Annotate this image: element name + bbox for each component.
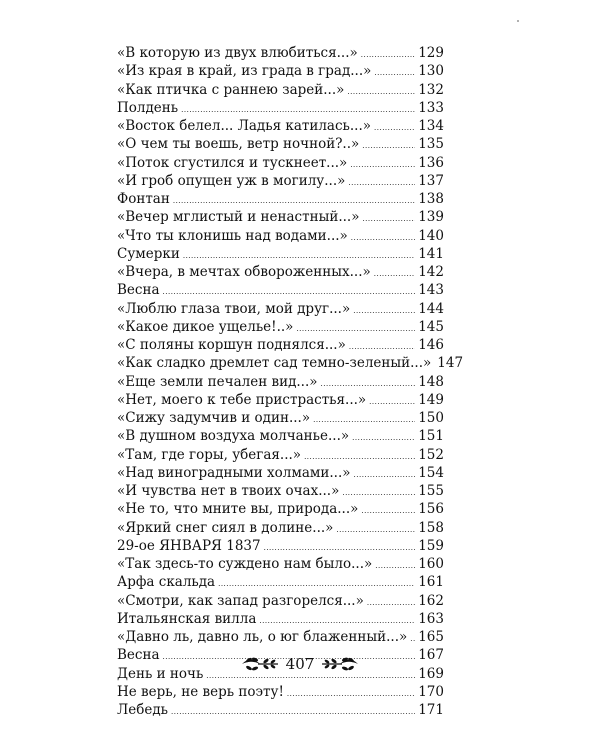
toc-entry-page: 161 [418,574,444,591]
toc-entry-page: 137 [418,172,444,189]
toc-entry-page: 159 [418,537,444,554]
dot-leader [354,466,416,484]
toc-entry-page: 144 [418,300,444,317]
toc-entry-title: Весна [117,647,160,664]
toc-entry-title: «Вечер мглистый и ненастный...» [117,209,360,226]
toc-entry [117,281,444,299]
toc-entry [117,519,444,537]
toc-entry-title: «С поляны коршун поднялся...» [117,337,346,353]
toc-entry-page: 145 [418,318,444,335]
toc-entry-title: «В которую из двух влюбиться...» [117,45,358,61]
dot-leader [374,119,415,137]
toc-entry-page: 140 [418,227,444,244]
toc-entry-title: «Так здесь-то суждено нам было...» [117,556,373,572]
toc-entry-title: «Что ты клонишь над водами...» [117,227,348,244]
dot-leader [410,630,415,648]
dot-leader [352,429,415,447]
toc-entry-page: 133 [418,99,444,116]
toc-entry-page: 138 [418,191,444,207]
toc-entry-page: 139 [418,209,444,226]
toc-entry [117,427,444,445]
toc-entry [117,227,444,245]
toc-entry-page: 155 [418,483,444,499]
toc-entry [117,500,444,518]
toc-entry-title: День и ночь [117,665,204,682]
toc-entry-title: «Нет, моего к тебе пристрастья...» [117,391,367,408]
dot-leader [353,302,415,320]
toc-entry-page: 160 [418,556,444,572]
toc-entry-page: 163 [418,610,444,627]
toc-entry [117,154,444,172]
toc-entry-page: 130 [418,63,444,80]
toc-entry-page: 147 [437,355,464,372]
toc-entry [117,354,464,372]
toc-entry-title: Сумерки [117,245,180,262]
toc-entry [117,300,444,318]
toc-entry-title: «О чем ты воешь, ветр ночной?..» [117,136,360,153]
toc-entry-page: 142 [418,264,444,280]
toc-entry [117,683,444,701]
dot-leader [362,210,415,228]
dot-leader [351,229,415,247]
toc-entry [117,135,444,153]
toc-entry [117,464,444,482]
toc-entry [117,409,444,427]
toc-entry [117,245,444,263]
toc-entry-title: Не верь, не верь поэту! [117,683,284,700]
dot-leader [374,64,415,82]
toc-entry [117,573,444,591]
toc-entry-title: «Не то, что мните вы, природа...» [117,501,359,518]
toc-entry [117,172,444,190]
toc-entry-title: Итальянская вилла [117,610,257,627]
toc-entry-title: «Там, где горы, убегая...» [117,446,302,463]
toc-entry [117,318,444,336]
dot-leader [350,156,415,174]
toc-entry [117,44,444,62]
page-number: 407 [285,655,315,673]
toc-entry-title: «Сижу задумчив и один...» [117,410,311,426]
toc-entry-title: «Над виноградными холмами...» [117,464,351,481]
toc-entry [117,99,444,117]
toc-entry-page: 169 [418,665,444,682]
leaf-vine-ornament-icon [320,655,360,673]
toc-entry [117,117,444,135]
dot-leader [369,393,415,411]
dot-leader [362,137,415,155]
toc-entry-title: «Как сладко дремлет сад темно-зеленый...» [117,355,432,372]
dot-leader [375,557,415,575]
page-speck [517,20,519,22]
toc-entry-title: Весна [117,282,160,299]
toc-entry-title: «И чувства нет в твоих очах...» [117,483,340,499]
toc-entry-page: 146 [418,337,444,353]
toc-entry-page: 162 [418,592,444,609]
dot-leader [374,265,415,283]
toc-entry [117,628,444,646]
toc-entry [117,592,444,610]
toc-entry-title: Фонтан [117,191,170,207]
dot-leader [171,703,415,721]
dot-leader [347,83,415,101]
toc-entry [117,482,444,500]
page-footer [0,655,600,673]
toc-entry-title: Полдень [117,99,179,116]
toc-entry [117,336,444,354]
toc-entry-title: «В душном воздуха молчанье...» [117,428,350,445]
toc-entry [117,62,444,80]
toc-entry [117,555,444,573]
toc-entry-page: 151 [418,428,444,445]
toc-entry-title: «Восток белел... Ладья катилась...» [117,118,372,134]
toc-entry [117,81,444,99]
toc-entry [117,208,444,226]
toc-entry [117,537,444,555]
toc-entry-title: «Смотри, как запад разгорелся...» [117,592,364,609]
toc-entry-page: 170 [418,683,444,700]
toc-entry-title: «Из края в край, из града в град...» [117,63,372,80]
dot-leader [287,685,415,703]
toc-entry [117,263,444,281]
toc-entry-title: «Какое дикое ущелье!..» [117,318,294,335]
toc-entry-page: 154 [418,464,444,481]
toc-entry-page: 129 [418,45,444,61]
toc-entry-page: 171 [418,702,444,718]
toc-entry-title: Арфа скальда [117,574,216,591]
toc-entry-title: «Давно ль, давно ль, о юг блаженный...» [117,629,408,645]
toc-entry-page: 152 [418,446,444,463]
toc-entry-title: «Вчера, в мечтах обвороженных...» [117,264,371,280]
toc-entry-page: 149 [418,391,444,408]
toc-entry-title: «Яркий снег сиял в долине...» [117,519,334,536]
toc-entry [117,391,444,409]
toc-entry-page: 141 [418,245,444,262]
toc-entry-page: 156 [418,501,444,518]
toc-entry-page: 167 [418,647,444,664]
toc-entry-page: 143 [418,282,444,299]
table-of-contents [117,44,464,719]
toc-entry-title: «Люблю глаза твои, мой друг...» [117,300,351,317]
toc-entry-title: «Как птичка с раннею зарей...» [117,81,345,98]
toc-entry-page: 150 [418,410,444,426]
toc-entry [117,610,444,628]
toc-entry-page: 132 [418,81,444,98]
toc-entry-title: 29-ое ЯНВАРЯ 1837 [117,537,261,554]
dot-leader [348,174,415,192]
toc-entry [117,446,444,464]
toc-entry-title: «Поток сгустился и тускнеет...» [117,154,348,171]
toc-entry-title: «Еще земли печален вид...» [117,373,318,390]
toc-entry [117,701,444,719]
toc-entry-page: 134 [418,118,444,134]
toc-entry-title: «И гроб опущен уж в могилу...» [117,172,346,189]
toc-entry [117,190,444,208]
toc-entry-page: 158 [418,519,444,536]
toc-entry-page: 136 [418,154,444,171]
toc-entry-page: 135 [418,136,444,153]
dot-leader [361,502,415,520]
toc-entry [117,373,444,391]
leaf-vine-ornament-icon [240,655,280,673]
toc-entry-title: Лебедь [117,702,169,718]
dot-leader [367,594,415,612]
toc-entry-page: 165 [418,629,444,645]
dot-leader [336,521,415,539]
toc-entry-page: 148 [418,373,444,390]
